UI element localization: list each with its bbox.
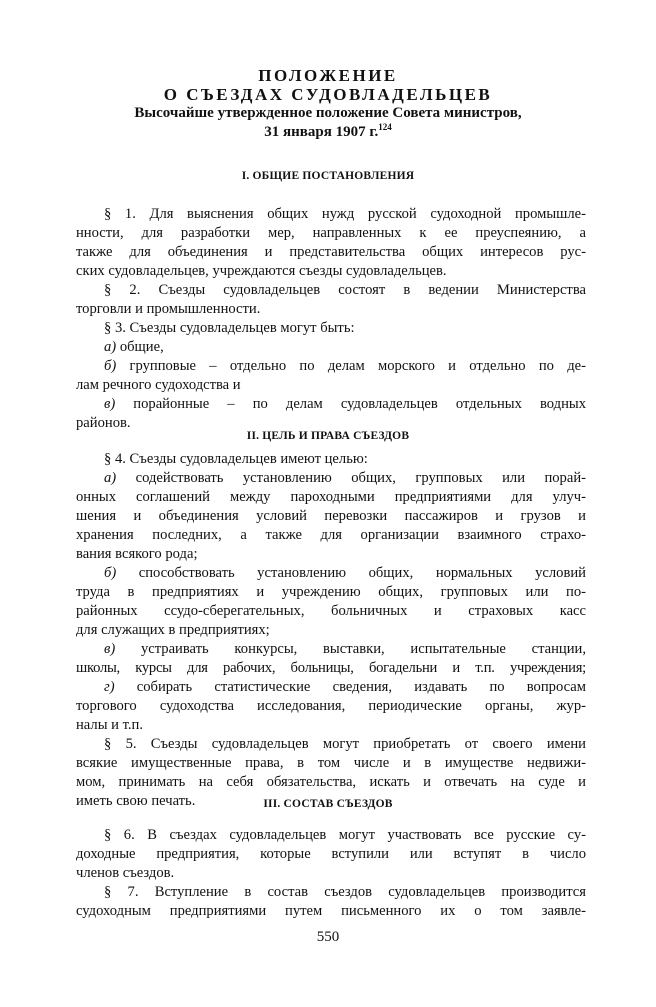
text-line: торгового судоходства исследования, периодические органы, жур-: [76, 698, 586, 714]
text-line: доходные предприятия, которые вступили или вступят в число: [76, 846, 586, 862]
text-line: § 1. Для выяснения общих нужд русской судоходной промышле-: [104, 206, 586, 222]
text-line: § 3. Съезды судовладельцев могут быть:: [104, 320, 355, 336]
text-line: шения и объединения условий перевозки пассажиров и грузов и: [76, 508, 586, 524]
title-line-4: [0, 123, 656, 142]
text-line: § 5. Съезды судовладельцев могут приобретать от своего имени: [104, 736, 586, 752]
page-number: 550: [316, 929, 340, 945]
text-line: всякие имущественные права, в том числе и в имуществе недвижи-: [76, 755, 586, 771]
text-line: также для объединения и представительства общих интересов рус-: [76, 244, 586, 260]
text-line: школы, курсы для рабочих, больницы, богадельни и т.п. учреждения;: [76, 660, 586, 676]
text-line: § 4. Съезды судовладельцев имеют целью:: [104, 451, 368, 467]
text-line: районных ссудо-сберегательных, больничных и страховых касс: [76, 603, 586, 619]
document-title: [0, 66, 656, 142]
text-line: § 6. В съездах судовладельцев могут участвовать все русские су-: [104, 827, 586, 843]
text-line: мом, принимать на себя обязательства, искать и отвечать на суде и: [76, 774, 586, 790]
section-1-body: [76, 205, 586, 433]
section-heading-3: III. СОСТАВ СЪЕЗДОВ: [263, 798, 393, 810]
text-line: б) групповые – отдельно по делам морского и отдельно по де-: [104, 358, 586, 374]
section-2-body: [76, 450, 586, 811]
title-line-2: О СЪЕЗДАХ СУДОВЛАДЕЛЬЦЕВ: [163, 85, 493, 104]
title-date: 31 января 1907 г.: [264, 124, 379, 140]
text-line: торговли и промышленности.: [76, 301, 261, 317]
text-line: судоходным предприятиями путем письменного их о том заявле-: [76, 903, 586, 919]
text-line: налы и т.п.: [76, 717, 143, 733]
section-heading-1: I. ОБЩИЕ ПОСТАНОВЛЕНИЯ: [241, 170, 415, 182]
text-line: лам речного судоходства и: [76, 377, 241, 393]
text-line: б) способствовать установлению общих, нормальных условий: [104, 565, 586, 581]
text-line: в) порайонные – по делам судовладельцев отдельных водных: [104, 396, 586, 412]
text-line: иметь свою печать.: [76, 793, 196, 809]
text-line: ских судовладельцев, учреждаются съезды судовладельцев.: [76, 263, 447, 279]
text-line: в) устраивать конкурсы, выставки, испытательные станции,: [104, 641, 586, 657]
text-line: § 2. Съезды судовладельцев состоят в ведении Министерства: [104, 282, 586, 298]
text-line: а) содействовать установлению общих, групповых или порай-: [104, 470, 586, 486]
text-line: онных соглашений между пароходными предприятиями для улуч-: [76, 489, 586, 505]
text-line: хранения последних, а также для организации взаимного страхо-: [76, 527, 586, 543]
text-line: а) общие,: [104, 339, 164, 355]
text-line: вания всякого рода;: [76, 546, 198, 562]
footnote-ref: 124: [378, 122, 392, 132]
section-3-body: [76, 826, 586, 921]
section-heading-2: II. ЦЕЛЬ И ПРАВА СЪЕЗДОВ: [246, 430, 410, 442]
text-line: труда в предприятиях и учреждению общих, групповых или по-: [76, 584, 586, 600]
text-line: членов съездов.: [76, 865, 175, 881]
text-line: § 7. Вступление в состав съездов судовладельцев производится: [104, 884, 586, 900]
title-line-1: ПОЛОЖЕНИЕ: [258, 66, 398, 85]
title-line-3: Высочайше утвержденное положение Совета министров,: [134, 105, 522, 121]
text-line: г) собирать статистические сведения, издавать по вопросам: [104, 679, 586, 695]
text-line: районов.: [76, 415, 131, 431]
text-line: нности, для разработки мер, направленных к ее преуспеянию, а: [76, 225, 586, 241]
text-line: для служащих в предприятиях;: [76, 622, 270, 638]
